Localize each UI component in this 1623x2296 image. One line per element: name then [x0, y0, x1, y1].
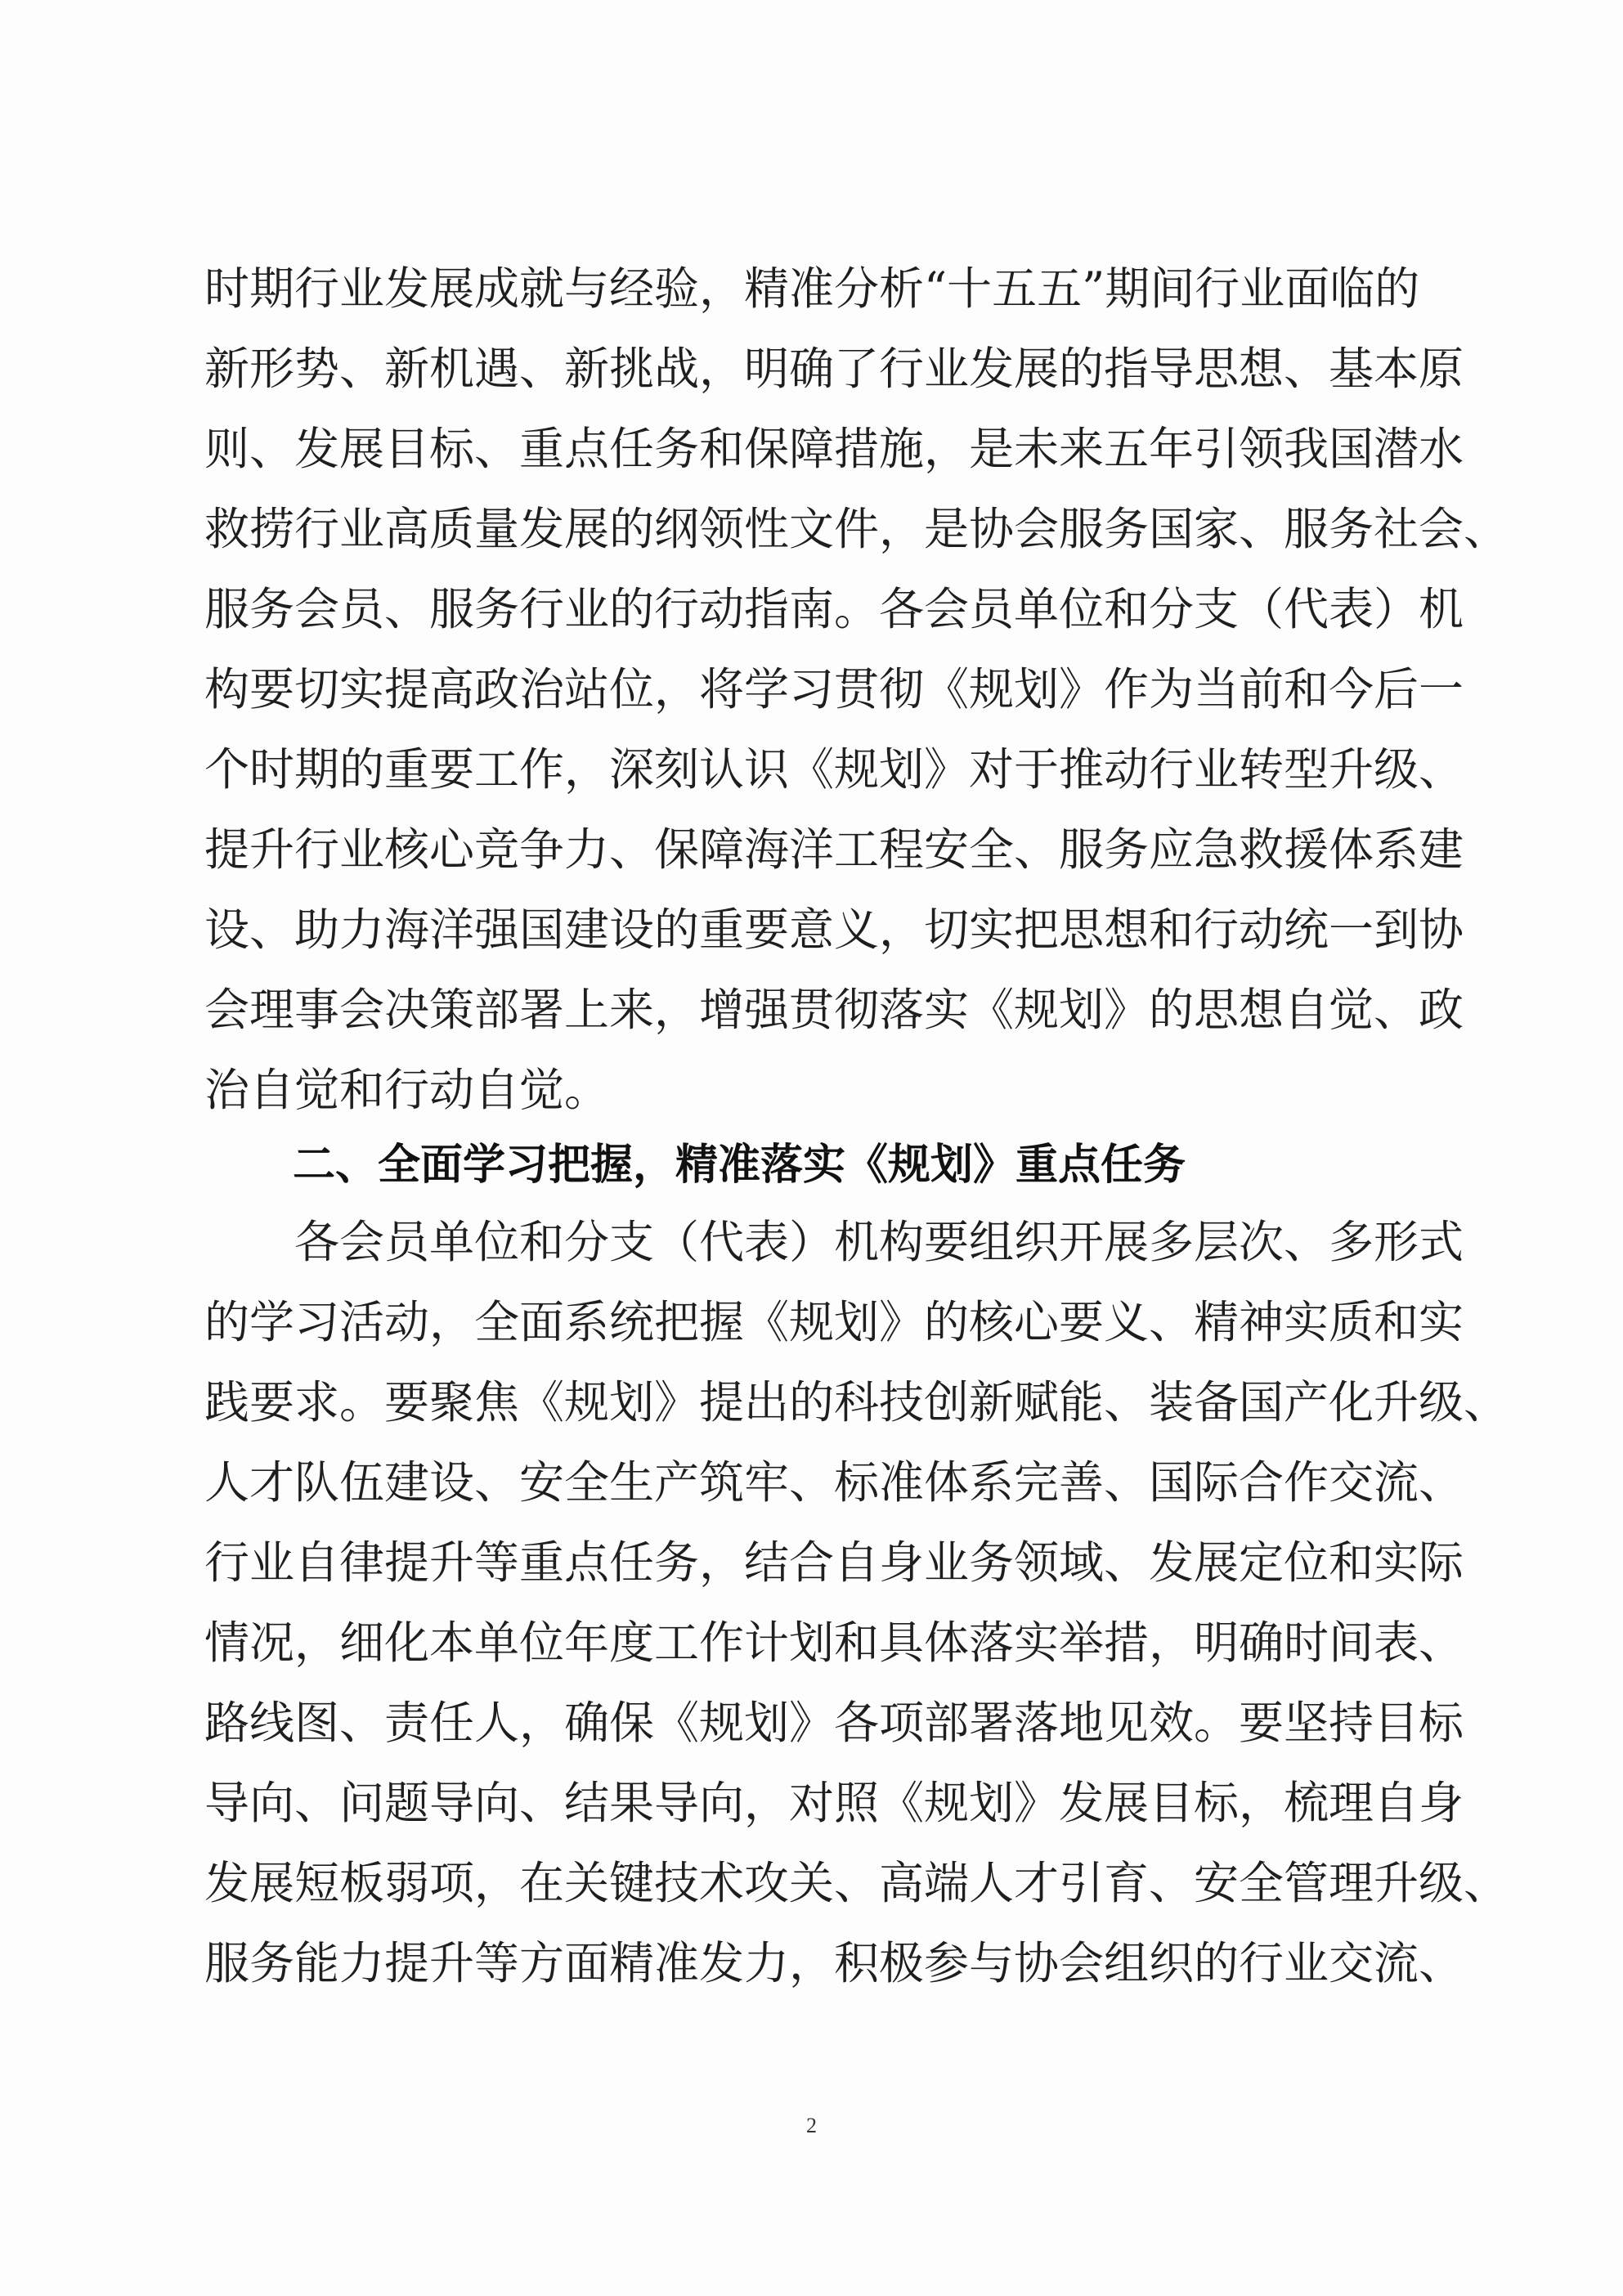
text-line: 的学习活动，全面系统把握《规划》的核心要义、精神实质和实	[204, 1296, 1464, 1348]
text-line: 行业自律提升等重点任务，结合自身业务领域、发展定位和实际	[204, 1536, 1464, 1589]
text-line: 新形势、新机遇、新挑战，明确了行业发展的指导思想、基本原	[204, 343, 1464, 395]
text-line: 会理事会决策部署上来，增强贯彻落实《规划》的思想自觉、政	[204, 984, 1464, 1036]
text-line: 治自觉和行动自觉。	[204, 1064, 610, 1116]
page-number: 2	[806, 2114, 817, 2137]
text-line: 救捞行业高质量发展的纲领性文件，是协会服务国家、服务社会、	[204, 503, 1509, 555]
text-line: 设、助力海洋强国建设的重要意义，切实把思想和行动统一到协	[204, 904, 1464, 956]
text-line: 个时期的重要工作，深刻认识《规划》对于推动行业转型升级、	[204, 743, 1464, 796]
text-line: 各会员单位和分支（代表）机构要组织开展多层次、多形式	[294, 1216, 1464, 1268]
text-line: 提升行业核心竞争力、保障海洋工程安全、服务应急救援体系建	[204, 823, 1464, 876]
text-line: 发展短板弱项，在关键技术攻关、高端人才引育、安全管理升级、	[204, 1857, 1509, 1909]
text-line: 路线图、责任人，确保《规划》各项部署落地见效。要坚持目标	[204, 1697, 1464, 1749]
text-line: 导向、问题导向、结果导向，对照《规划》发展目标，梳理自身	[204, 1777, 1464, 1829]
text-line: 践要求。要聚焦《规划》提出的科技创新赋能、装备国产化升级、	[204, 1376, 1509, 1428]
text-line: 则、发展目标、重点任务和保障措施，是未来五年引领我国潜水	[204, 423, 1464, 475]
text-line: 时期行业发展成就与经验，精准分析“十五五”期间行业面临的	[204, 262, 1420, 315]
section-heading: 二、全面学习把握，精准落实《规划》重点任务	[293, 1141, 1186, 1190]
text-line: 服务能力提升等方面精准发力，积极参与协会组织的行业交流、	[204, 1937, 1464, 1989]
text-line: 服务会员、服务行业的行动指南。各会员单位和分支（代表）机	[204, 583, 1464, 635]
text-line: 构要切实提高政治站位，将学习贯彻《规划》作为当前和今后一	[204, 663, 1464, 715]
text-line: 人才队伍建设、安全生产筑牢、标准体系完善、国际合作交流、	[204, 1456, 1464, 1509]
text-line: 情况，细化本单位年度工作计划和具体落实举措，明确时间表、	[204, 1617, 1464, 1669]
